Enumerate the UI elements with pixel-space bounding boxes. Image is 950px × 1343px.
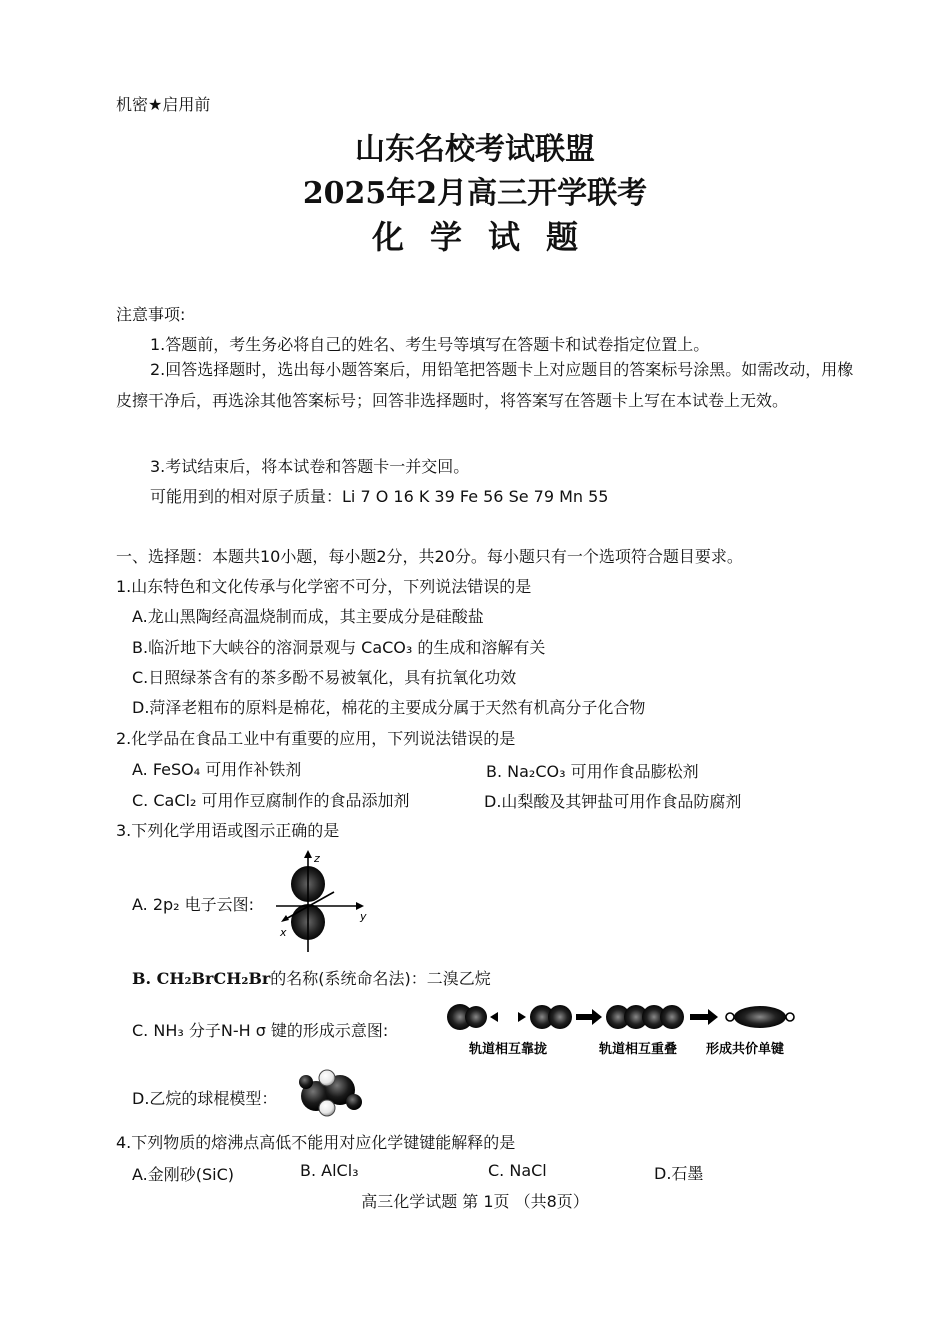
hydrogen-atom bbox=[319, 1070, 335, 1086]
q4-option-a: A.金刚砂(SiC) bbox=[132, 1165, 235, 1184]
q4-option-d: D.石墨 bbox=[654, 1164, 704, 1183]
y-axis-label: y bbox=[360, 910, 367, 923]
q2-stem: 2.化学品在食品工业中有重要的应用，下列说法错误的是 bbox=[116, 729, 516, 748]
hydrogen-atom bbox=[319, 1100, 335, 1116]
arrow-shaft bbox=[690, 1014, 708, 1020]
nucleus-right bbox=[786, 1013, 794, 1021]
x-axis-label: x bbox=[280, 926, 287, 939]
q4-option-c: C. NaCl bbox=[488, 1161, 547, 1180]
q1-option-a: A.龙山黑陶经高温烧制而成，其主要成分是硅酸盐 bbox=[132, 607, 484, 626]
q3-option-b-text: 的名称(系统命名法)：二溴乙烷 bbox=[270, 969, 491, 988]
title-exam: 2025年2月高三开学联考 bbox=[302, 176, 648, 211]
q3-stem: 3.下列化学用语或图示正确的是 bbox=[116, 821, 340, 840]
step-bond-label: 形成共价单键 bbox=[706, 1042, 785, 1057]
arrow-right-icon bbox=[490, 1012, 498, 1022]
page-footer: 高三化学试题 第 1页 （共8页） bbox=[361, 1192, 589, 1211]
notes-item-1: 1.答题前，考生务必将自己的姓名、考生号等填写在答题卡和试卷指定位置上。 bbox=[150, 335, 710, 354]
title-alliance: 山东名校考试联盟 bbox=[355, 132, 595, 167]
q3-option-a-label: A. 2p₂ 电子云图: bbox=[132, 895, 255, 914]
x-axis-arrow-icon bbox=[281, 915, 289, 922]
q2-option-b: B. Na₂CO₃ 可用作食品膨松剂 bbox=[486, 762, 699, 781]
orbital-sphere bbox=[548, 1005, 572, 1029]
step-overlap-label: 轨道相互重叠 bbox=[599, 1042, 678, 1057]
arrow-shaft bbox=[576, 1014, 592, 1020]
notes-item-2: 2.回答选择题时，选出每小题答案后，用铅笔把答题卡上对应题目的答案标号涂黑。如需改动，用橡皮擦干净后，再选涂其他答案标号；回答非选择题时，将答案写在答题卡上写在本试卷上无效。 bbox=[116, 360, 854, 410]
q3-option-b bbox=[132, 966, 491, 989]
sigma-bond-formation-diagram bbox=[442, 1000, 798, 1064]
q4-stem: 4.下列物质的熔沸点高低不能用对应化学键键能解释的是 bbox=[116, 1133, 516, 1152]
y-axis-arrow-icon bbox=[356, 902, 364, 910]
section-heading: 一、选择题：本题共10小题，每小题2分，共20分。每小题只有一个选项符合题目要求。 bbox=[116, 547, 743, 566]
notes-heading: 注意事项: bbox=[116, 305, 186, 324]
q4-option-b: B. AlCl₃ bbox=[300, 1161, 359, 1180]
arrow-right-icon bbox=[592, 1009, 602, 1025]
arrow-right-icon bbox=[708, 1009, 718, 1025]
arrow-left-icon bbox=[518, 1012, 526, 1022]
q3-option-d-label: D.乙烷的球棍模型： bbox=[132, 1089, 278, 1108]
step-approach-label: 轨道相互靠拢 bbox=[469, 1042, 548, 1057]
sigma-bond-cloud bbox=[734, 1006, 786, 1028]
orbital-sphere bbox=[660, 1005, 684, 1029]
q1-option-b: B.临沂地下大峡谷的溶洞景观与 CaCO₃ 的生成和溶解有关 bbox=[132, 638, 546, 657]
title-subject: 化学试题 bbox=[371, 218, 604, 256]
orbital-sphere bbox=[465, 1006, 487, 1028]
q2-option-d: D.山梨酸及其钾盐可用作食品防腐剂 bbox=[484, 792, 742, 811]
q3-option-c-label: C. NH₃ 分子N-H σ 键的形成示意图: bbox=[132, 1021, 389, 1040]
hydrogen-atom bbox=[346, 1094, 362, 1110]
z-axis-label: z bbox=[314, 852, 320, 865]
atomic-masses: 可能用到的相对原子质量：Li 7 O 16 K 39 Fe 56 Se 79 Mn 55 bbox=[150, 487, 609, 506]
q3-option-b-formula: B. CH₂BrCH₂Br bbox=[132, 969, 271, 988]
p-orbital-cloud-diagram bbox=[272, 848, 376, 956]
hydrogen-atom bbox=[299, 1075, 313, 1089]
ethane-ball-stick-model bbox=[296, 1068, 364, 1120]
q1-stem: 1.山东特色和文化传承与化学密不可分，下列说法错误的是 bbox=[116, 577, 532, 596]
q1-option-c: C.日照绿茶含有的茶多酚不易被氧化，具有抗氧化功效 bbox=[132, 668, 517, 687]
q2-option-c: C. CaCl₂ 可用作豆腐制作的食品添加剂 bbox=[132, 791, 410, 810]
z-axis-arrow-icon bbox=[304, 850, 312, 858]
q1-option-d: D.菏泽老粗布的原料是棉花，棉花的主要成分属于天然有机高分子化合物 bbox=[132, 698, 646, 717]
confidential-label: 机密★启用前 bbox=[116, 95, 211, 114]
nucleus-left bbox=[726, 1013, 734, 1021]
notes-item-3: 3.考试结束后，将本试卷和答题卡一并交回。 bbox=[150, 457, 470, 476]
q2-option-a: A. FeSO₄ 可用作补铁剂 bbox=[132, 760, 302, 779]
